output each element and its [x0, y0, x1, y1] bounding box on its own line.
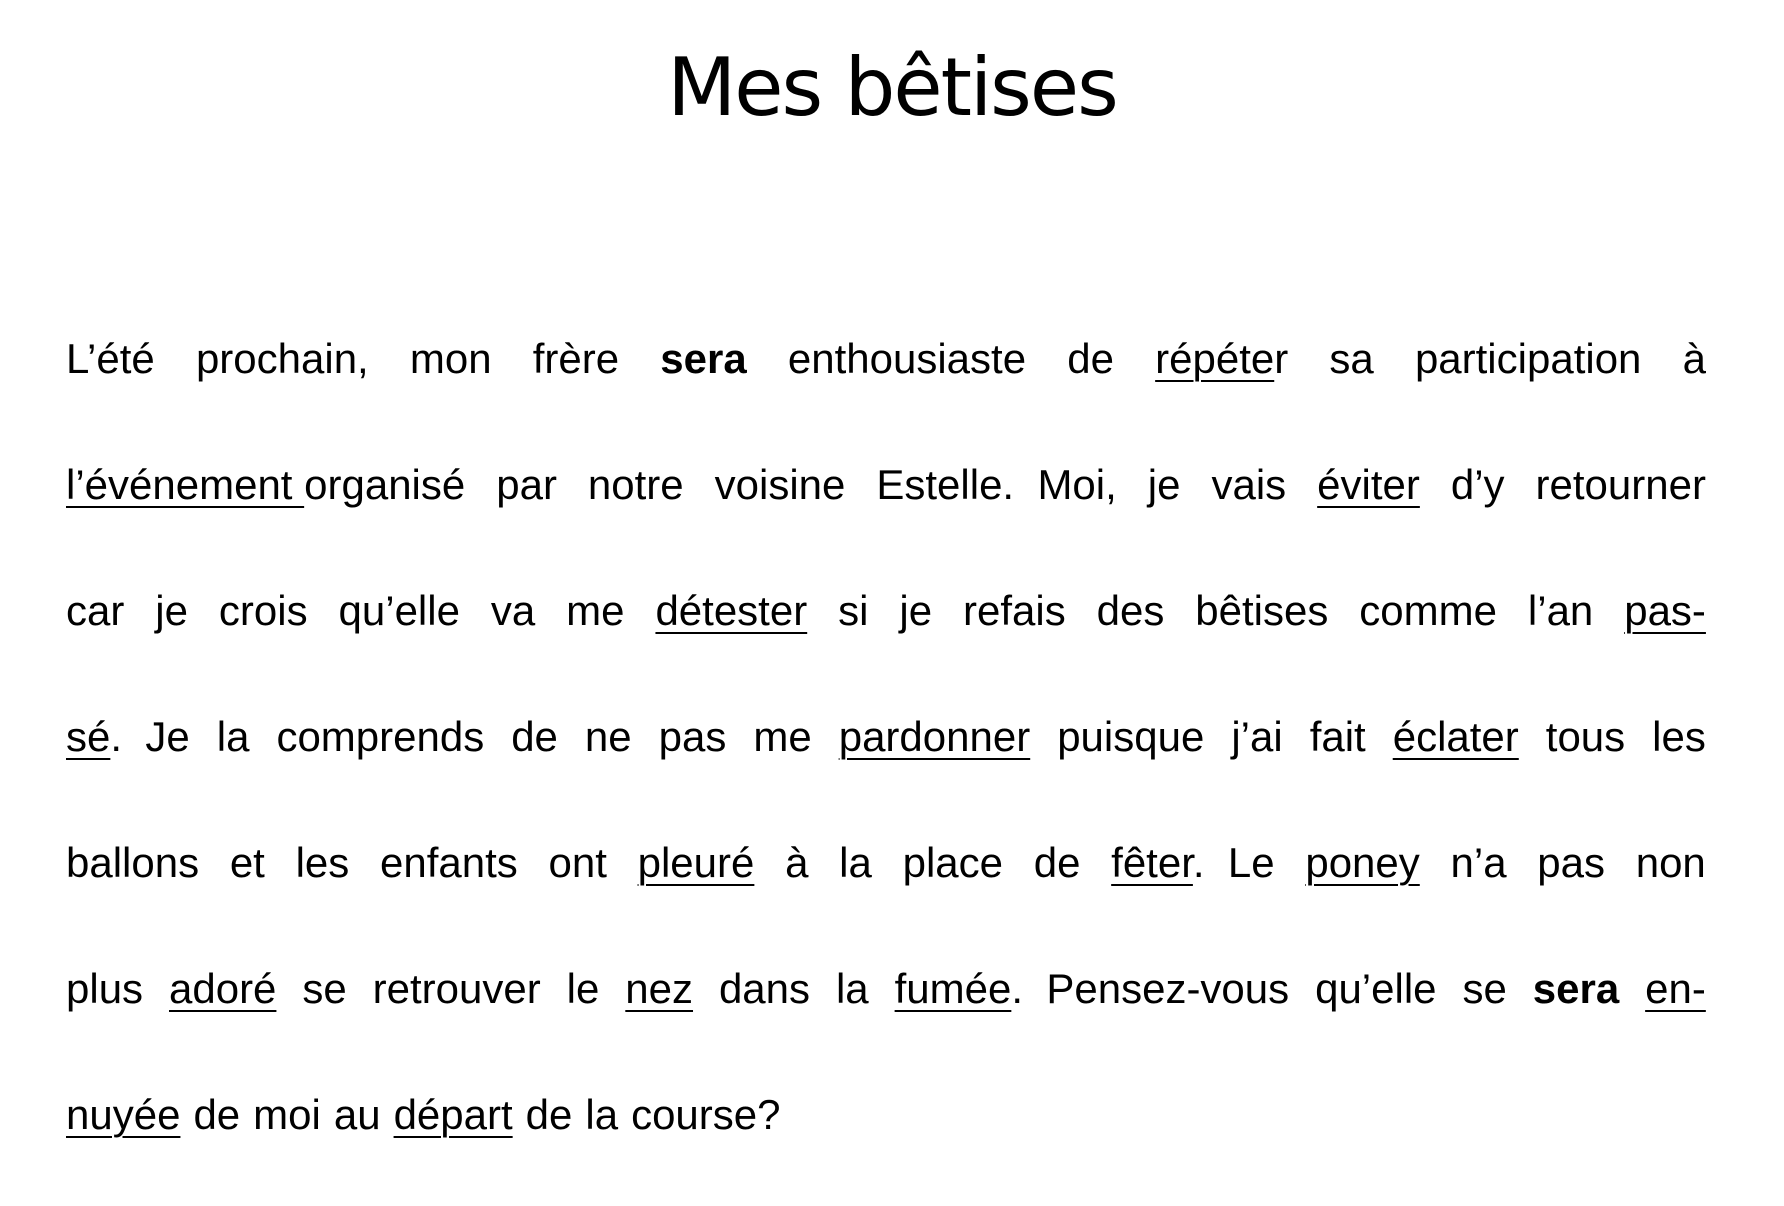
underlined-word: en-: [1645, 965, 1706, 1012]
word: notre: [587, 461, 684, 508]
underlined-word: pleuré: [637, 839, 755, 886]
word: je: [1147, 461, 1181, 508]
word: le: [566, 965, 600, 1012]
underlined-word: fêter: [1111, 839, 1193, 886]
word: me: [566, 587, 625, 634]
text-line: [66, 296, 1706, 422]
word: Estelle. Moi,: [876, 461, 1117, 508]
word: de: [1067, 335, 1114, 382]
word: plus: [66, 965, 144, 1012]
word: va: [490, 587, 536, 634]
word: la: [839, 839, 872, 886]
word: non: [1635, 839, 1706, 886]
word: fait: [1309, 713, 1366, 760]
word: au: [333, 1091, 381, 1138]
underlined-word: fumée: [894, 965, 1012, 1012]
word: se: [1462, 965, 1507, 1012]
word: car: [66, 587, 125, 634]
underlined-word: sé: [66, 713, 111, 760]
word: me: [753, 713, 812, 760]
underlined-word: pas-: [1624, 587, 1706, 634]
word-group: [66, 422, 465, 548]
word: organisé: [304, 461, 466, 508]
word: comprends: [276, 713, 485, 760]
word: de: [193, 1091, 241, 1138]
text-line: [66, 800, 1706, 926]
word: mon: [409, 335, 492, 382]
word: je: [155, 587, 188, 634]
word: bêtises: [1195, 587, 1329, 634]
underlined-word: départ: [393, 1091, 513, 1138]
word: dans: [718, 965, 811, 1012]
underlined-word: détester: [655, 587, 808, 634]
word: voisine: [714, 461, 846, 508]
word: les: [1652, 713, 1706, 760]
word: . Je: [110, 713, 190, 760]
word: la: [585, 1091, 619, 1138]
word: retourner: [1535, 461, 1706, 508]
word: participation: [1414, 335, 1642, 382]
word: place: [902, 839, 1003, 886]
word-group: [895, 926, 1290, 1052]
bold-word: sera: [660, 335, 747, 382]
underlined-word: pardonner: [838, 713, 1031, 760]
word: des: [1096, 587, 1165, 634]
word: puisque: [1057, 713, 1205, 760]
underlined-word: répéte: [1155, 335, 1275, 382]
word: ont: [548, 839, 607, 886]
text-line: [66, 1052, 1706, 1178]
word: moi: [253, 1091, 321, 1138]
page-title: Mes bêtises: [667, 41, 1117, 134]
word: la: [835, 965, 869, 1012]
word: enthousiaste: [787, 335, 1027, 382]
word: qu’elle: [338, 587, 460, 634]
word: crois: [218, 587, 308, 634]
word: prochain,: [195, 335, 369, 382]
word: ne: [584, 713, 632, 760]
underlined-word: éclater: [1392, 713, 1519, 760]
word: tous: [1545, 713, 1626, 760]
word: vais: [1211, 461, 1287, 508]
underlined-word: l’événement: [66, 461, 305, 508]
word: pas: [1537, 839, 1605, 886]
word: pas: [658, 713, 727, 760]
word: retrouver: [372, 965, 541, 1012]
word: à: [1682, 335, 1706, 382]
text-line: [66, 674, 1706, 800]
story-passage: [66, 296, 1706, 1178]
text-line: [66, 548, 1706, 674]
word: la: [216, 713, 250, 760]
word: enfants: [380, 839, 518, 886]
word: par: [496, 461, 557, 508]
underlined-word: nuyée: [66, 1091, 181, 1138]
word: je: [899, 587, 933, 634]
word: n’a: [1450, 839, 1507, 886]
word: . Le: [1192, 839, 1275, 886]
word-group: [1155, 296, 1288, 422]
word: L’été: [66, 335, 155, 382]
word: comme: [1359, 587, 1497, 634]
word: de: [1033, 839, 1081, 886]
word: si: [838, 587, 869, 634]
word: les: [295, 839, 350, 886]
text-line: [66, 926, 1706, 1052]
word: r: [1274, 335, 1289, 382]
word: sa: [1329, 335, 1374, 382]
word-group: [66, 674, 190, 800]
word: de: [525, 1091, 573, 1138]
underlined-word: poney: [1305, 839, 1420, 886]
word: d’y: [1450, 461, 1505, 508]
word: ballons: [66, 839, 200, 886]
bold-word: sera: [1532, 965, 1620, 1012]
word: refais: [963, 587, 1066, 634]
word: . Pensez-vous: [1011, 965, 1290, 1012]
text-line: [66, 422, 1706, 548]
word: l’an: [1527, 587, 1594, 634]
word: à: [785, 839, 809, 886]
underlined-word: nez: [625, 965, 694, 1012]
word: et: [229, 839, 265, 886]
underlined-word: adoré: [169, 965, 277, 1012]
word: se: [302, 965, 347, 1012]
word: course?: [631, 1091, 781, 1138]
underlined-word: éviter: [1317, 461, 1420, 508]
word: de: [511, 713, 558, 760]
word: qu’elle: [1315, 965, 1437, 1012]
word-group: [1111, 800, 1274, 926]
word: j’ai: [1231, 713, 1283, 760]
word: frère: [532, 335, 620, 382]
